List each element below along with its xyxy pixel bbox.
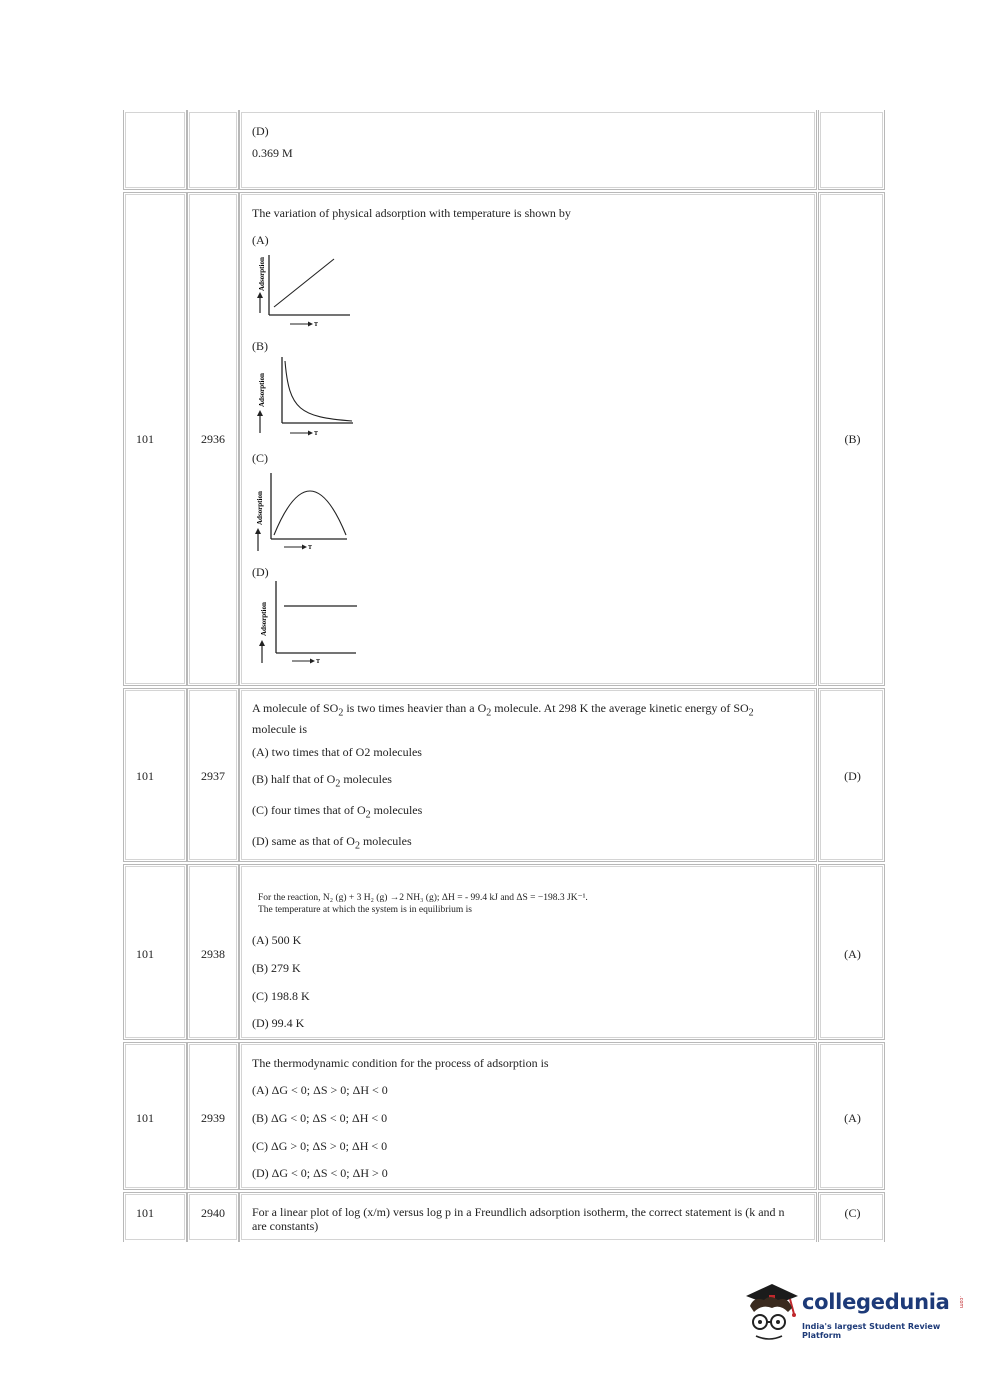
table-row: [123, 1042, 885, 1190]
option-b: (B) ΔG < 0; ΔS < 0; ΔH < 0: [252, 1111, 388, 1125]
logo-wordmark: collegedunia: [802, 1290, 950, 1314]
option-c: (C) 198.8 K: [252, 989, 310, 1003]
option-c: (C) ΔG > 0; ΔS > 0; ΔH < 0: [252, 1139, 388, 1153]
question-id: 2936: [201, 432, 225, 446]
logo-domain: .com: [958, 1296, 964, 1309]
axis-x-label: T: [314, 431, 319, 437]
axis-y-label: Adsorption: [256, 491, 264, 525]
table-row: [123, 864, 885, 1040]
table-row: [123, 110, 885, 190]
answer-key: (D): [844, 769, 861, 783]
question-text: A molecule of $SO_2$ is two times heavier than a $O_2$ molecule. At 298 K the average kinetic energy of $SO_2$ molecule is: [252, 701, 754, 737]
mascot-icon: [740, 1282, 802, 1348]
question-text: For a linear plot of log (x/m) versus log p in a Freundlich adsorption isotherm, the correct statement is (k and n are constants): [252, 1205, 785, 1233]
option-a: (A) ΔG < 0; ΔS > 0; ΔH < 0: [252, 1083, 388, 1097]
option-d-value: 0.369 M: [252, 146, 293, 160]
option-b: (B) 279 K: [252, 961, 301, 975]
axis-y-label: Adsorption: [260, 602, 268, 636]
graph-label-a: (A): [252, 233, 269, 247]
option-d-label: (D): [252, 124, 269, 138]
question-text: The thermodynamic condition for the process of adsorption is: [252, 1056, 549, 1070]
question-text: For the reaction, N₂ (g) + 3 H₂ (g) →2 NH₃ (g); ΔH = - 99.4 kJ and ΔS = −198.3 JK⁻¹. The temperature at which the system is in equilibrium is: [258, 893, 588, 915]
graph-label-d: (D): [252, 565, 269, 579]
logo-tagline: India's largest Student Review Platform: [802, 1322, 941, 1340]
option-a: (A) two times that of O2 molecules: [252, 745, 422, 759]
answer-key: (A): [844, 1111, 861, 1125]
subject-code: 101: [136, 769, 154, 783]
axis-y-label: Adsorption: [258, 257, 266, 291]
graph-c: [252, 467, 362, 553]
question-id: 2937: [201, 769, 225, 783]
answer-key: (B): [844, 432, 861, 446]
graph-a: [252, 249, 362, 331]
question-text: The variation of physical adsorption with temperature is shown by: [252, 206, 571, 220]
subject-code: 101: [136, 1206, 154, 1220]
axis-x-label: T: [316, 659, 321, 665]
option-d: (D) 99.4 K: [252, 1016, 305, 1030]
option-a: (A) 500 K: [252, 933, 302, 947]
subject-code: 101: [136, 947, 154, 961]
subject-code: 101: [136, 1111, 154, 1125]
axis-y-label: Adsorption: [258, 373, 266, 407]
option-d: (D) ΔG < 0; ΔS < 0; ΔH > 0: [252, 1166, 388, 1180]
axis-x-label: T: [308, 545, 313, 551]
graph-d: [252, 581, 362, 665]
answer-key: (C): [844, 1206, 861, 1220]
table-row: [123, 1192, 885, 1242]
option-d: (D) same as that of $O_2$ molecules: [252, 834, 412, 852]
graph-label-b: (B): [252, 339, 268, 353]
subject-code: 101: [136, 432, 154, 446]
graph-label-c: (C): [252, 451, 268, 465]
question-id: 2939: [201, 1111, 225, 1125]
table-row: [123, 192, 885, 686]
question-id: 2938: [201, 947, 225, 961]
answer-key: (A): [844, 947, 861, 961]
option-b: (B) half that of $O_2$ molecules: [252, 772, 392, 790]
table-row: [123, 688, 885, 862]
graph-b: [252, 355, 362, 441]
question-id: 2940: [201, 1206, 225, 1220]
option-c: (C) four times that of $O_2$ molecules: [252, 803, 423, 821]
collegedunia-logo[interactable]: [740, 1282, 970, 1352]
axis-x-label: T: [314, 322, 319, 328]
